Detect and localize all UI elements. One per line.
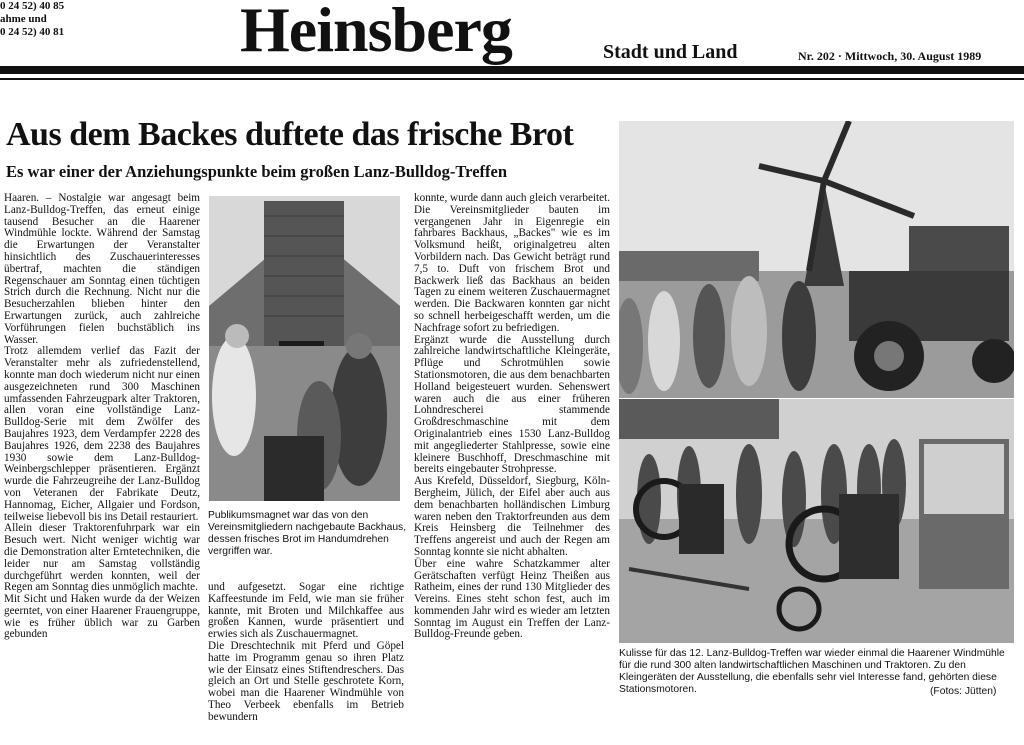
backhaus-photo: [209, 196, 400, 501]
contact-info: [0, 0, 64, 39]
windmill-photo-image: [619, 121, 1014, 398]
masthead-subtitle: Stadt und Land: [603, 41, 738, 63]
issue-info: Nr. 202 · Mittwoch, 30. August 1989: [798, 49, 982, 63]
masthead-title: Heinsberg: [240, 0, 512, 65]
windmill-photo: [619, 121, 1014, 398]
article-subheadline: Es war einer der Anziehungspunkte beim großen Lanz-Bulldog-Treffen: [6, 162, 508, 181]
header-rule: [0, 66, 1024, 74]
photo-caption-windmill: Kulisse für das 12. Lanz-Bulldog-Treffen war wieder einmal die Haarener Windmühle für die rund 300 alten landwirtschaftlichen Maschinen und Traktoren. Zu den Kleingeräten der Ausstellung, die ebenfalls sehr viel Interesse fand, gehörten diese Stationsmotoren.: [619, 648, 1005, 695]
photo-credit: (Fotos: Jütten): [930, 686, 997, 697]
article-column-3: konnte, wurde dann auch gleich verarbeitet. Die Vereinsmitglieder bauten im vergangenen Jahr in Eigenregie ein fahrbares Backhaus, „Backes" wie es im Volksmund heißt, originalgetreu alten Vorbildern nach. Das Gewicht beträgt rund 7,5 to. Duft von frischem Brot und Backwerk ließ das Backhaus an beiden Tagen zu einem weiteren Zuschauermagnet werden. Die Backwaren konnten gar nicht so schnell herbeigeschafft werden, um die Nachfrage sofort zu befriedigen. Ergänzt wurde die Ausstellung durch zahlreiche landwirtschaftliche Kleingeräte, Pflüge und Schrotmühlen sowie Stationsmotoren, die aus dem benachbarten Holland beigesteuert wurden. Sehenswert waren auch die aus einer früheren Lohndrescherei stammende Großdreschmaschine mit dem Originalantrieb eines 1530 Lanz-Bulldog mit angegliederter Stahlpresse, sowie eine kleinere Buschhoff, Dreschmaschine mit bereits eingebauter Strohpresse. Aus Krefeld, Düsseldorf, Siegburg, Köln-Bergheim, Jülich, der Eifel aber auch aus dem benachbarten holländischen Limburg waren neben den Traktorfreunden aus dem Kreis Heinsberg die Teilnehmer des Treffens angereist und auch der Regen am Sonntag konnte sie nicht abhalten. Über eine wahre Schatzkammer alter Gerätschaften verfügt Heinz Theißen aus Ratheim, eines der rund 130 Mitglieder des Vereins. Eines steht schon fest, auch im kommenden Jahr wird es wieder am letzten Sonntag im August ein Treffen der Lanz-Bulldog-Freunde geben.: [414, 193, 610, 641]
contact-line: 0 24 52) 40 85: [0, 0, 65, 12]
photo-caption-backhaus: Publikumsmagnet war das von den Vereinsmitgliedern nachgebaute Backhaus, dessen frisches Brot im Handumdrehen vergriffen war.: [208, 510, 407, 557]
header-rule-thin: [0, 78, 1024, 80]
article-column-2: und aufgesetzt. Sogar eine richtige Kaffeestunde im Feld, wie man sie früher kannte, mit Broten und Milchkaffee aus großen Kannen, wurde präsentiert und erwies sich als Zuschauermagnet. Die Dreschtechnik mit Pferd und Göpel hatte im Programm genau so ihren Platz wie der Einsatz eines Stiftendreschers. Das gleich an Ort und Stelle geschrotete Korn, wobei man die Haarener Windmühle von Theo Verbeek ebenfalls im Betrieb bewundern: [208, 582, 404, 723]
contact-line: ahme und: [0, 13, 47, 25]
article-headline: Aus dem Backes duftete das frische Brot: [6, 116, 574, 153]
engines-photo: [619, 399, 1014, 643]
backhaus-photo-image: [209, 196, 400, 501]
article-column-1: Haaren. – Nostalgie war angesagt beim Lanz-Bulldog-Treffen, das erneut einige tausend Besucher an die Haarener Windmühle lockte. Während der Samstag die Erwartungen der Veranstalter hinsichtlich des Zuschauerinteresses übertraf, machten die ständigen Regenschauer am Sonntag einen tüchtigen Strich durch die Rechnung. Nicht nur die Besucherzahlen blieben hinter den Erwartungen zurück, auch zahlreiche Vorführungen fielen buchstäblich ins Wasser. Trotz allemdem verlief das Fazit der Veranstalter mehr als zufriedenstellend, konnte man doch wiederum nicht nur einen ausgezeichneten rund 300 Maschinen umfassenden Fahrzeugpark alter Traktoren, allen voran eine vollständige Lanz-Bulldog-Serie mit dem Zwölfer des Baujahres 1923, dem Verdampfer 2228 des Baujahres 1926, dem 2238 des Baujahres 1930 sowie dem Lanz-Bulldog-Weinbergschlepper präsentieren. Ergänzt wurde die Fahrzeugreihe der Lanz-Bulldog von Veteranen der Fabrikate Deutz, Hannomag, Eicher, Allgaier und Fordson, teilweise liebevoll bis ins Detail restauriert. Allein dieser Traktorenfuhrpark war ein Besuch wert. Nicht weniger wichtig war die Demonstration alter Erntetechniken, die leider nur am Samstag vollständig durchgeführt werden konnten, weil der Regen am Sonntag dies unmöglich machte. Mit Sicht und Haken wurde da der Weizen geerntet, von einer Haarener Frauengruppe, wie es früher üblich war zu Garben gebunden: [4, 193, 200, 641]
engines-photo-image: [619, 399, 1014, 643]
contact-line: 0 24 52) 40 81: [0, 26, 65, 38]
